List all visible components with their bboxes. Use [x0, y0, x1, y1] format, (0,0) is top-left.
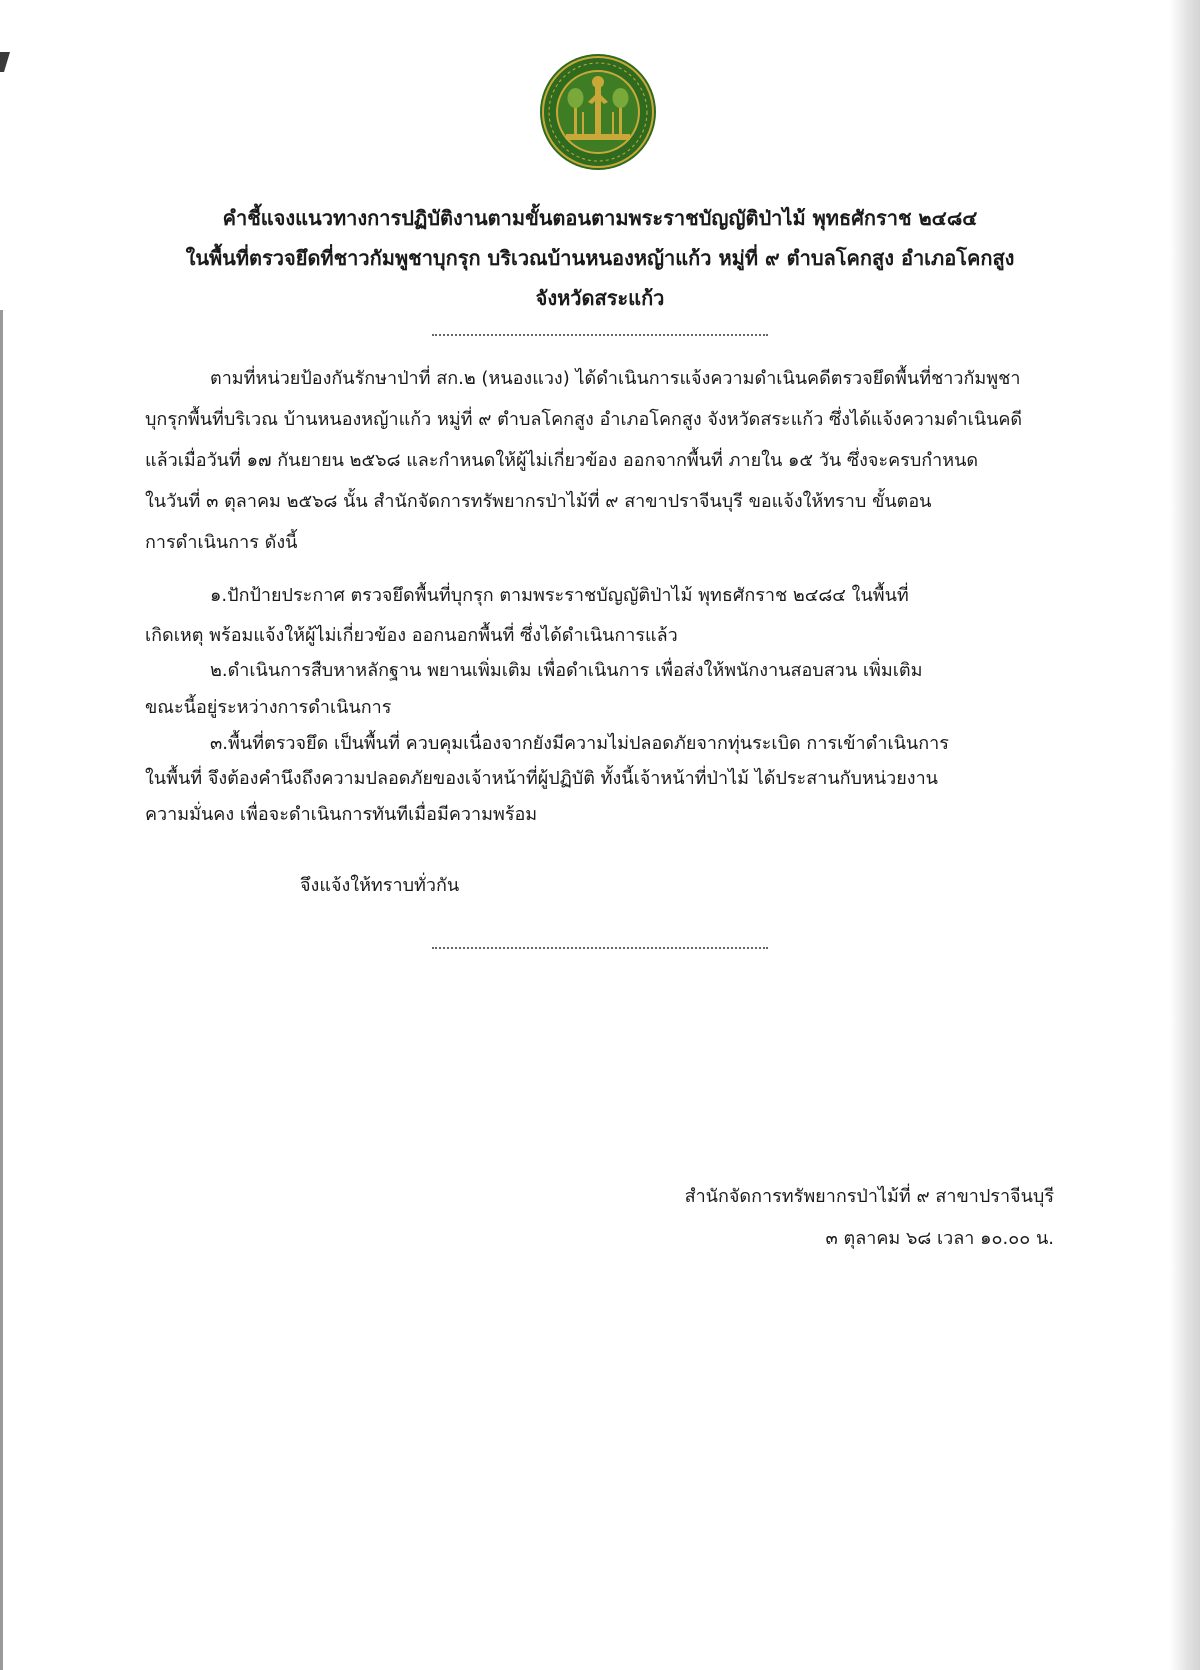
title-line: จังหวัดสระแก้ว	[535, 286, 665, 310]
intro-line: การดำเนินการ ดังนี้	[145, 532, 298, 553]
dotted-divider	[432, 334, 768, 336]
royal-forest-department-logo	[538, 52, 658, 172]
intro-line: แล้วเมื่อวันที่ ๑๗ กันยายน ๒๕๖๘ และกำหนดให้ผู้ไม่เกี่ยวข้อง ออกจากพื้นที่ ภายใน ๑๕ วัน ซึ่งจะครบกำหนด	[145, 450, 979, 471]
page-edge-shadow	[1170, 0, 1200, 1670]
closing-line: จึงแจ้งให้ทราบทั่วกัน	[300, 875, 460, 896]
page-edge-line	[0, 310, 3, 1670]
item-1-line: ๑.ปักป้ายประกาศ ตรวจยึดพื้นที่บุกรุก ตามพระราชบัญญัติป่าไม้ พุทธศักราช ๒๔๘๔ ในพื้นที่	[210, 585, 909, 606]
item-2-line: ๒.ดำเนินการสืบหาหลักฐาน พยานเพิ่มเติม เพื่อดำเนินการ เพื่อส่งให้พนักงานสอบสวน เพิ่มเติม	[210, 660, 923, 681]
intro-line: บุกรุกพื้นที่บริเวณ บ้านหนองหญ้าแก้ว หมู่ที่ ๙ ตำบลโคกสูง อำเภอโคกสูง จังหวัดสระแก้ว ซึ่งได้แจ้งความดำเนินคดี	[145, 409, 1023, 430]
intro-line: ตามที่หน่วยป้องกันรักษาป่าที่ สก.๒ (หนองแวง) ได้ดำเนินการแจ้งความดำเนินคดีตรวจยึดพื้นที่ชาวกัมพูชา	[210, 368, 1021, 389]
title-line: คำชี้แจงแนวทางการปฏิบัติงานตามขั้นตอนตามพระราชบัญญัติป่าไม้ พุทธศักราช ๒๔๘๔	[222, 206, 978, 230]
signoff-office: สำนักจัดการทรัพยากรป่าไม้ที่ ๙ สาขาปราจีนบุรี	[684, 1186, 1054, 1207]
signoff-date: ๓ ตุลาคม ๖๘ เวลา ๑๐.๐๐ น.	[825, 1228, 1054, 1249]
item-3-line: ๓.พื้นที่ตรวจยึด เป็นพื้นที่ ควบคุมเนื่องจากยังมีความไม่ปลอดภัยจากทุ่นระเบิด การเข้าดำเนินการ	[210, 733, 949, 754]
item-3-line: ในพื้นที่ จึงต้องคำนึงถึงความปลอดภัยของเจ้าหน้าที่ผู้ปฏิบัติ ทั้งนี้เจ้าหน้าที่ป่าไม้ ได้ประสานกับหน่วยงาน	[145, 768, 938, 789]
item-3-line: ความมั่นคง เพื่อจะดำเนินการทันทีเมื่อมีความพร้อม	[145, 804, 538, 825]
corner-mark	[0, 52, 10, 72]
dotted-divider	[432, 947, 768, 949]
item-1-line: เกิดเหตุ พร้อมแจ้งให้ผู้ไม่เกี่ยวข้อง ออกนอกพื้นที่ ซึ่งได้ดำเนินการแล้ว	[145, 625, 678, 646]
intro-line: ในวันที่ ๓ ตุลาคม ๒๕๖๘ นั้น สำนักจัดการทรัพยากรป่าไม้ที่ ๙ สาขาปราจีนบุรี ขอแจ้งให้ทราบ ขั้นตอน	[145, 491, 932, 512]
document-title	[120, 198, 1080, 318]
item-2-line: ขณะนี้อยู่ระหว่างการดำเนินการ	[145, 697, 392, 718]
title-line: ในพื้นที่ตรวจยึดที่ชาวกัมพูชาบุกรุก บริเวณบ้านหนองหญ้าแก้ว หมู่ที่ ๙ ตำบลโคกสูง อำเภอโคกสูง	[185, 246, 1015, 270]
